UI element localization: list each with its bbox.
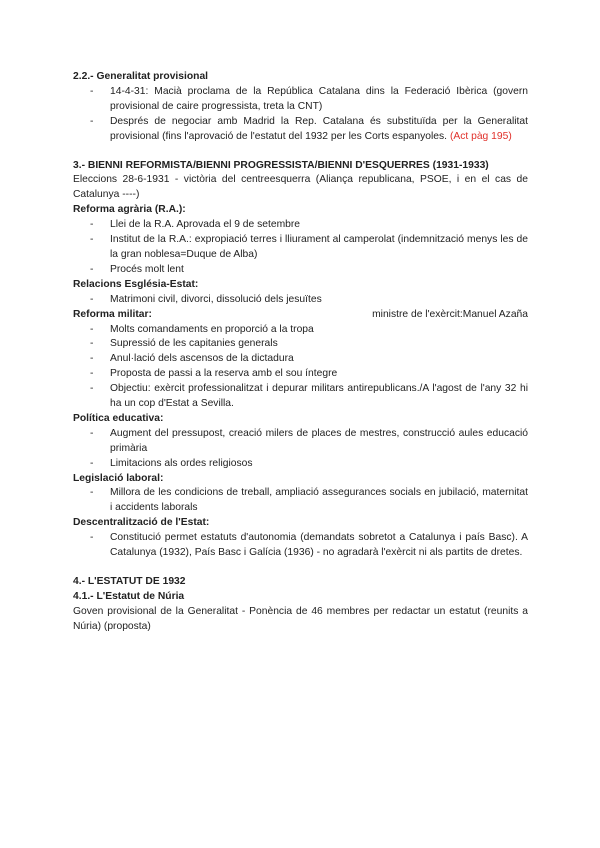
list-item-text: Després de negociar amb Madrid la Rep. Catalana és substituïda per la Generalitat provisional (fins l'aprovació de l'estatut del 1932 per les Corts espanyoles. [110,115,528,142]
subheading-politica-educativa: Política educativa: [73,412,164,424]
subheading-reforma-militar: Reforma militar: [73,308,152,320]
section-intro: Eleccions 28-6-1931 - victòria del centreesquerra (Aliança republicana, PSOE, i en el cas de Catalunya ----) [73,174,528,201]
list-item: - Limitacions als ordes religiosos [110,457,528,472]
list-item: - Objectiu: exèrcit professionalitzat i depurar militars antirepublicans./A l'agost de l'any 32 hi ha un cop d'Estat a Sevilla. [110,382,528,412]
subheading-reforma-agraria: Reforma agrària (R.A.): [73,204,186,216]
list-2-2 [73,85,528,145]
list-item: - Procés molt lent [110,263,528,278]
subheading-descentralitzacio: Descentralització de l'Estat: [73,517,210,529]
list-descentralitzacio [73,531,528,561]
document-page [73,70,528,635]
list-item: - 14-4-31: Macià proclama de la República Catalana dins la Federació Ibèrica (govern provisional de caire progressista, treta la CNT) [110,85,528,115]
list-legislacio-laboral [73,486,528,516]
list-item: - Anul·lació dels ascensos de la dictadura [110,352,528,367]
subsection-heading-4-1: 4.1.- L'Estatut de Núria [73,590,185,602]
list-reforma-militar [73,323,528,412]
paragraph-4-1: Goven provisional de la Generalitat - Ponència de 46 membres per redactar un estatut (reunits a Núria) (proposta) [73,605,528,632]
list-item: - Millora de les condicions de treball, ampliació assegurances socials en jubilació, maternitat i accidents laborals [110,486,528,516]
list-politica-educativa [73,427,528,472]
minister-note: ministre de l'exèrcit:Manuel Azaña [372,308,528,320]
subheading-esglesia-estat: Relacions Església-Estat: [73,278,199,290]
page-reference: (Act pàg 195) [449,130,512,142]
list-item: - Matrimoni civil, divorci, dissolució dels jesuïtes [110,293,528,308]
list-item: - Institut de la R.A.: expropiació terres i lliurament al camperolat (indemnització menys les de la gran noblesa=Duque de Alba) [110,233,528,263]
list-item: - Supressió de les capitanies generals [110,337,528,352]
list-item [110,115,528,145]
section-heading-4: 4.- L'ESTATUT DE 1932 [73,576,186,587]
section-heading-2-2: 2.2.- Generalitat provisional [73,71,209,82]
list-item: - Constitució permet estatuts d'autonomia (demandats sobretot a Catalunya i país Basc). A Catalunya (1932), País Basc i Galícia (1936) - no agradarà l'exèrcit ni als partits de dretes. [110,531,528,561]
section-heading-3: 3.- BIENNI REFORMISTA/BIENNI PROGRESSISTA/BIENNI D'ESQUERRES (1931-1933) [73,159,489,171]
list-esglesia-estat [73,293,528,308]
list-item: - Proposta de passi a la reserva amb el sou íntegre [110,367,528,382]
list-item: - Molts comandaments en proporció a la tropa [110,323,528,338]
list-reforma-agraria [73,218,528,278]
list-item: - Augment del pressupost, creació milers de places de mestres, construcció aules educació primària [110,427,528,457]
list-item: - Llei de la R.A. Aprovada el 9 de setembre [110,218,528,233]
subheading-legislacio-laboral: Legislació laboral: [73,472,164,484]
subheading-row-reforma-militar [73,308,528,323]
